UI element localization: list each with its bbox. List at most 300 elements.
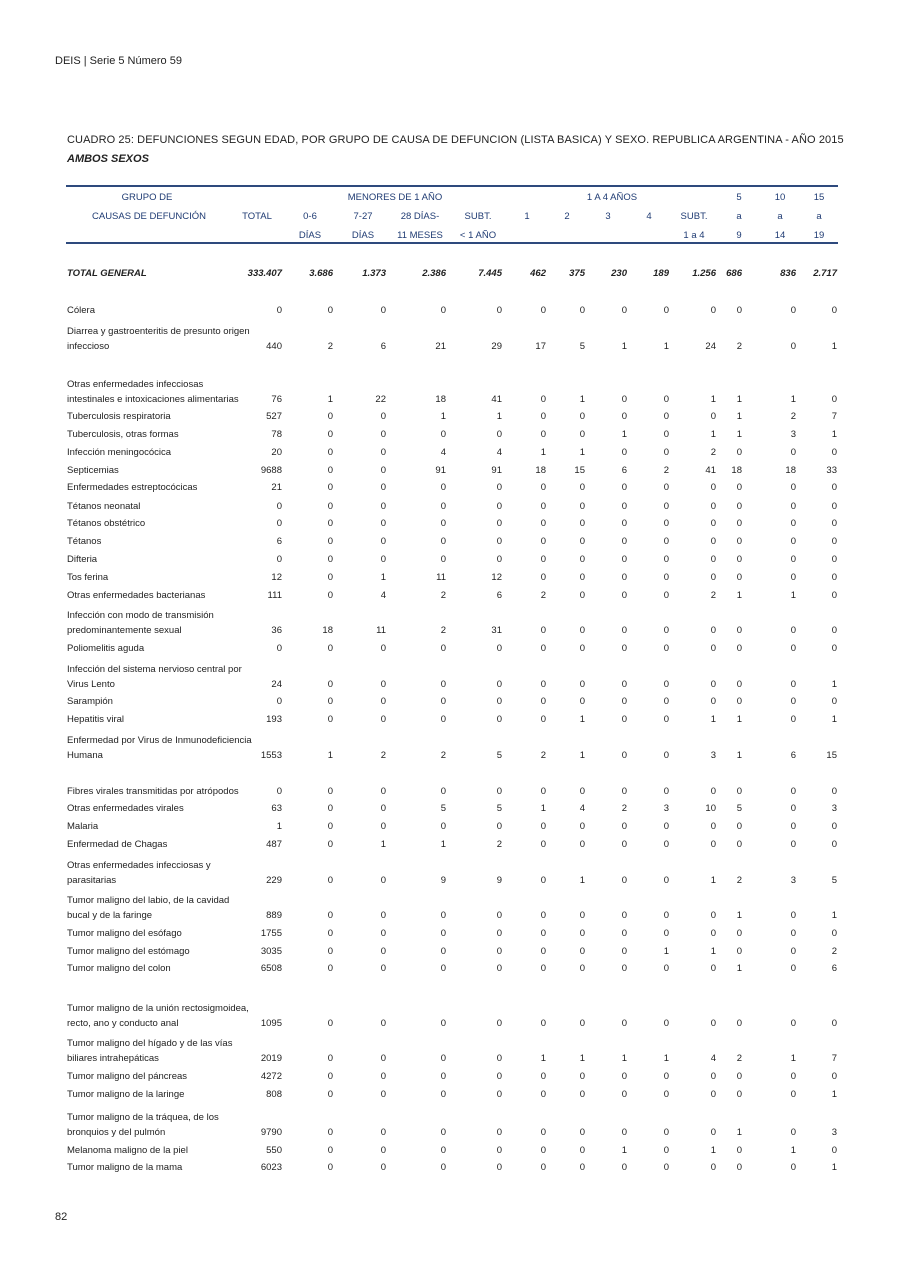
cell-value: 0 [663, 1145, 669, 1156]
cell-value: 9790 [260, 1127, 282, 1138]
cell-value: 0 [327, 786, 333, 797]
cell-value: 12 [491, 572, 502, 583]
cell-value: 0 [710, 786, 716, 797]
cell-value: 808 [266, 1089, 282, 1100]
cell-value: 0 [540, 411, 546, 422]
cell-value: 0 [579, 1145, 585, 1156]
cell-value: 0 [663, 447, 669, 458]
cell-value: 0 [831, 447, 837, 458]
cell-value: 0 [710, 643, 716, 654]
cell-value: 18 [731, 465, 742, 476]
cell-value: 0 [621, 928, 627, 939]
cell-value: 0 [790, 572, 796, 583]
cell-value: 0 [540, 501, 546, 512]
cell-value: 1 [736, 750, 742, 761]
cell-value: 0 [621, 447, 627, 458]
cell-value: 0 [327, 963, 333, 974]
cell-value: 375 [569, 268, 585, 279]
cell-value: 2 [710, 447, 716, 458]
cell-value: 5 [496, 803, 502, 814]
cell-value: 0 [440, 554, 446, 565]
cell-value: 31 [491, 625, 502, 636]
cell-value: 0 [327, 429, 333, 440]
cell-value: 0 [540, 679, 546, 690]
cell-value: 0 [621, 1018, 627, 1029]
cell-value: 91 [435, 465, 446, 476]
cell-value: 6 [496, 590, 502, 601]
cell-value: 0 [736, 572, 742, 583]
cell-value: 1 [579, 447, 585, 458]
cell-value: 1.256 [692, 268, 716, 279]
cell-value: 0 [736, 501, 742, 512]
cell-value: 0 [790, 625, 796, 636]
cell-value: 0 [831, 928, 837, 939]
cell-value: 1 [579, 750, 585, 761]
row-label: Infección del sistema nervioso central por Virus Lento [67, 664, 242, 690]
cell-value: 0 [496, 518, 502, 529]
cell-value: 0 [440, 1053, 446, 1064]
cell-value: 0 [663, 1162, 669, 1173]
cell-value: 0 [540, 821, 546, 832]
cell-value: 15 [826, 750, 837, 761]
header-cell: 9 [736, 230, 742, 241]
cell-value: 1 [621, 341, 627, 352]
cell-value: 0 [327, 1018, 333, 1029]
row-label: Otras enfermedades infecciosas y parasitarias [67, 860, 211, 886]
cell-value: 3 [790, 429, 796, 440]
cell-value: 0 [790, 821, 796, 832]
cell-value: 0 [380, 305, 386, 316]
header-cell: 28 DÍAS- [400, 211, 440, 222]
cell-value: 0 [380, 1089, 386, 1100]
cell-value: 0 [380, 1018, 386, 1029]
cell-value: 1 [663, 341, 669, 352]
cell-value: 0 [327, 447, 333, 458]
cell-value: 0 [540, 518, 546, 529]
cell-value: 0 [736, 786, 742, 797]
cell-value: 0 [496, 910, 502, 921]
cell-value: 2 [540, 750, 546, 761]
cell-value: 0 [831, 1018, 837, 1029]
cell-value: 0 [790, 1127, 796, 1138]
table-subtitle: AMBOS SEXOS [67, 153, 149, 165]
cell-value: 0 [663, 394, 669, 405]
header-cell: 1 [524, 211, 530, 222]
cell-value: 1553 [260, 750, 282, 761]
cell-value: 15 [574, 465, 585, 476]
cell-value: 487 [266, 839, 282, 850]
cell-value: 0 [327, 501, 333, 512]
header-cell: 0-6 [303, 211, 317, 222]
cell-value: 0 [736, 1162, 742, 1173]
cell-value: 0 [790, 501, 796, 512]
row-label: Septicemias [67, 465, 119, 476]
cell-value: 0 [579, 1018, 585, 1029]
cell-value: 230 [611, 268, 627, 279]
cell-value: 111 [267, 590, 282, 601]
cell-value: 2019 [260, 1053, 282, 1064]
cell-value: 0 [621, 625, 627, 636]
row-label: Malaria [67, 821, 99, 832]
cell-value: 0 [540, 482, 546, 493]
cell-value: 9 [496, 875, 502, 886]
cell-value: 0 [380, 928, 386, 939]
cell-value: 3 [790, 875, 796, 886]
cell-value: 0 [790, 1162, 796, 1173]
cell-value: 3.686 [309, 268, 333, 279]
row-label: Infección con modo de transmisión predominantemente sexual [67, 610, 214, 636]
cell-value: 1 [736, 714, 742, 725]
cell-value: 6508 [260, 963, 282, 974]
cell-value: 0 [327, 1127, 333, 1138]
cell-value: 2 [790, 411, 796, 422]
cell-value: 1 [440, 411, 446, 422]
cell-value: 0 [540, 839, 546, 850]
cell-value: 0 [496, 714, 502, 725]
cell-value: 0 [663, 928, 669, 939]
cell-value: 0 [831, 786, 837, 797]
cell-value: 527 [266, 411, 282, 422]
cell-value: 0 [496, 643, 502, 654]
cell-value: 1 [736, 411, 742, 422]
header-cell: 3 [605, 211, 611, 222]
header-cell: DÍAS [298, 230, 322, 241]
cell-value: 4 [710, 1053, 716, 1064]
row-label: Tuberculosis respiratoria [67, 411, 171, 422]
cell-value: 1 [710, 875, 716, 886]
cell-value: 0 [540, 946, 546, 957]
row-label: Enfermedad de Chagas [67, 839, 168, 850]
cell-value: 0 [440, 786, 446, 797]
cell-value: 0 [831, 1071, 837, 1082]
cell-value: 2 [327, 341, 333, 352]
cell-value: 0 [790, 910, 796, 921]
cell-value: 1 [540, 1053, 546, 1064]
cell-value: 0 [440, 1071, 446, 1082]
cell-value: 0 [710, 1018, 716, 1029]
header-cell: 10 [774, 192, 786, 203]
cell-value: 0 [327, 946, 333, 957]
cell-value: 3 [831, 1127, 837, 1138]
header-cell: GRUPO DE [121, 192, 173, 203]
cell-value: 20 [271, 447, 282, 458]
cell-value: 0 [621, 501, 627, 512]
cell-value: 0 [327, 803, 333, 814]
row-label: Melanoma maligno de la piel [67, 1145, 188, 1156]
cell-value: 0 [327, 1162, 333, 1173]
cell-value: 0 [496, 536, 502, 547]
cell-value: 0 [579, 696, 585, 707]
cell-value: 440 [266, 341, 282, 352]
cell-value: 686 [726, 268, 742, 279]
cell-value: 1 [736, 963, 742, 974]
cell-value: 0 [831, 482, 837, 493]
header-cell: SUBT. [680, 211, 708, 222]
cell-value: 0 [621, 411, 627, 422]
cell-value: 0 [710, 1127, 716, 1138]
cell-value: 0 [831, 821, 837, 832]
cell-value: 193 [266, 714, 282, 725]
cell-value: 0 [327, 696, 333, 707]
cell-value: 0 [621, 714, 627, 725]
cell-value: 6 [831, 963, 837, 974]
cell-value: 0 [327, 928, 333, 939]
cell-value: 2 [621, 803, 627, 814]
cell-value: 0 [440, 910, 446, 921]
cell-value: 0 [496, 1071, 502, 1082]
cell-value: 0 [736, 1145, 742, 1156]
cell-value: 889 [266, 910, 282, 921]
cell-value: 0 [621, 1162, 627, 1173]
cell-value: 0 [276, 696, 282, 707]
cell-value: 0 [790, 554, 796, 565]
cell-value: 0 [621, 536, 627, 547]
cell-value: 0 [440, 643, 446, 654]
cell-value: 0 [579, 411, 585, 422]
cell-value: 6 [276, 536, 282, 547]
cell-value: 0 [540, 305, 546, 316]
cell-value: 5 [440, 803, 446, 814]
cell-value: 0 [736, 821, 742, 832]
cell-value: 1 [710, 1145, 716, 1156]
cell-value: 0 [496, 1018, 502, 1029]
cell-value: 0 [540, 875, 546, 886]
cell-value: 0 [496, 305, 502, 316]
cell-value: 0 [831, 536, 837, 547]
cell-value: 1755 [260, 928, 282, 939]
cell-value: 0 [380, 482, 386, 493]
cell-value: 0 [663, 1071, 669, 1082]
cell-value: 1 [663, 1053, 669, 1064]
cell-value: 0 [276, 554, 282, 565]
cell-value: 1 [710, 946, 716, 957]
cell-value: 0 [663, 305, 669, 316]
cell-value: 0 [540, 696, 546, 707]
cell-value: 0 [440, 501, 446, 512]
header-cell: < 1 AÑO [459, 230, 497, 241]
cell-value: 0 [831, 501, 837, 512]
cell-value: 0 [327, 465, 333, 476]
cell-value: 24 [705, 341, 716, 352]
cell-value: 0 [496, 821, 502, 832]
cell-value: 0 [790, 536, 796, 547]
cell-value: 2 [710, 590, 716, 601]
cell-value: 0 [710, 910, 716, 921]
cell-value: 0 [540, 714, 546, 725]
cell-value: 7 [831, 411, 837, 422]
cell-value: 0 [276, 518, 282, 529]
cell-value: 0 [440, 1162, 446, 1173]
cell-value: 0 [663, 714, 669, 725]
cell-value: 2 [496, 839, 502, 850]
row-label: Tuberculosis, otras formas [67, 429, 179, 440]
cell-value: 6 [790, 750, 796, 761]
cell-value: 0 [663, 750, 669, 761]
cell-value: 0 [540, 572, 546, 583]
cell-value: 1 [579, 714, 585, 725]
cell-value: 0 [736, 554, 742, 565]
cell-value: 0 [831, 590, 837, 601]
cell-value: 2 [440, 750, 446, 761]
cell-value: 1 [831, 910, 837, 921]
cell-value: 5 [831, 875, 837, 886]
cell-value: 0 [831, 554, 837, 565]
cell-value: 1 [440, 839, 446, 850]
cell-value: 0 [710, 625, 716, 636]
cell-value: 1 [831, 714, 837, 725]
cell-value: 12 [271, 572, 282, 583]
cell-value: 0 [621, 643, 627, 654]
cell-value: 0 [710, 482, 716, 493]
cell-value: 0 [831, 1145, 837, 1156]
cell-value: 0 [736, 1018, 742, 1029]
cell-value: 0 [663, 910, 669, 921]
cell-value: 0 [710, 928, 716, 939]
cell-value: 24 [271, 679, 282, 690]
cell-value: 18 [785, 465, 796, 476]
cell-value: 0 [380, 1145, 386, 1156]
cell-value: 0 [540, 429, 546, 440]
cell-value: 1 [327, 750, 333, 761]
cell-value: 0 [540, 643, 546, 654]
cell-value: 0 [621, 679, 627, 690]
cell-value: 0 [540, 554, 546, 565]
header-cell: 2 [564, 211, 570, 222]
cell-value: 2 [440, 590, 446, 601]
cell-value: 0 [663, 536, 669, 547]
cell-value: 7.445 [478, 268, 502, 279]
cell-value: 0 [380, 518, 386, 529]
cell-value: 0 [579, 536, 585, 547]
cell-value: 1 [736, 1127, 742, 1138]
row-label: Tétanos [67, 536, 102, 547]
cell-value: 10 [705, 803, 716, 814]
cell-value: 0 [540, 1089, 546, 1100]
cell-value: 0 [736, 518, 742, 529]
cell-value: 2 [663, 465, 669, 476]
cell-value: 0 [276, 305, 282, 316]
cell-value: 0 [579, 572, 585, 583]
cell-value: 0 [663, 625, 669, 636]
cell-value: 0 [380, 447, 386, 458]
cell-value: 0 [327, 482, 333, 493]
cell-value: 18 [435, 394, 446, 405]
cell-value: 0 [831, 305, 837, 316]
cell-value: 0 [736, 839, 742, 850]
row-label: Otras enfermedades infecciosas intestinales e intoxicaciones alimentarias [67, 379, 239, 405]
cell-value: 0 [621, 839, 627, 850]
cell-value: 0 [710, 305, 716, 316]
cell-value: 0 [663, 679, 669, 690]
row-label: Tétanos obstétrico [67, 518, 146, 529]
cell-value: 0 [327, 910, 333, 921]
row-label: Tumor maligno de la laringe [67, 1089, 185, 1100]
header-cell: 11 MESES [397, 230, 443, 241]
row-label: Tumor maligno del hígado y de las vías biliares intrahepáticas [67, 1038, 233, 1064]
cell-value: 41 [491, 394, 502, 405]
cell-value: 0 [663, 1018, 669, 1029]
cell-value: 1 [831, 679, 837, 690]
table-row [66, 0, 838, 1175]
page-number: 82 [55, 1211, 68, 1223]
cell-value: 0 [579, 910, 585, 921]
cell-value: 0 [496, 1089, 502, 1100]
cell-value: 0 [327, 572, 333, 583]
cell-value: 0 [621, 1071, 627, 1082]
cell-value: 0 [380, 786, 386, 797]
cell-value: 0 [380, 821, 386, 832]
cell-value: 1 [579, 394, 585, 405]
cell-value: 0 [790, 714, 796, 725]
cell-value: 0 [790, 518, 796, 529]
cell-value: 0 [736, 696, 742, 707]
cell-value: 0 [327, 554, 333, 565]
row-label: Poliomelitis aguda [67, 643, 145, 654]
cell-value: 2 [380, 750, 386, 761]
cell-value: 0 [579, 786, 585, 797]
cell-value: 0 [663, 875, 669, 886]
cell-value: 1 [621, 1053, 627, 1064]
cell-value: 0 [736, 1089, 742, 1100]
cell-value: 0 [380, 963, 386, 974]
row-label: Tumor maligno del estómago [67, 946, 190, 957]
cell-value: 0 [540, 928, 546, 939]
cell-value: 0 [736, 536, 742, 547]
cell-value: 0 [440, 821, 446, 832]
cell-value: 0 [831, 625, 837, 636]
cell-value: 0 [579, 429, 585, 440]
cell-value: 2 [736, 1053, 742, 1064]
cell-value: 2 [440, 625, 446, 636]
row-label: Otras enfermedades virales [67, 803, 184, 814]
cell-value: 0 [540, 1018, 546, 1029]
cell-value: 0 [496, 786, 502, 797]
cell-value: 0 [663, 821, 669, 832]
cell-value: 0 [663, 643, 669, 654]
cell-value: 0 [621, 305, 627, 316]
cell-value: 1 [736, 590, 742, 601]
cell-value: 4272 [260, 1071, 282, 1082]
cell-value: 9 [440, 875, 446, 886]
cell-value: 0 [621, 821, 627, 832]
cell-value: 2.386 [422, 268, 446, 279]
cell-value: 3 [710, 750, 716, 761]
row-label: Tumor maligno del colon [67, 963, 171, 974]
cell-value: 0 [496, 501, 502, 512]
cell-value: 0 [831, 518, 837, 529]
header-cell: 15 [813, 192, 825, 203]
cell-value: 0 [621, 1089, 627, 1100]
cell-value: 91 [491, 465, 502, 476]
cell-value: 0 [380, 679, 386, 690]
cell-value: 0 [327, 714, 333, 725]
cell-value: 0 [440, 1127, 446, 1138]
header-cell: SUBT. [464, 211, 492, 222]
cell-value: 0 [380, 1162, 386, 1173]
cell-value: 1 [790, 590, 796, 601]
cell-value: 0 [710, 679, 716, 690]
cell-value: 0 [440, 928, 446, 939]
cell-value: 0 [579, 305, 585, 316]
cell-value: 0 [440, 518, 446, 529]
cell-value: 0 [440, 963, 446, 974]
cell-value: 0 [710, 963, 716, 974]
cell-value: 0 [440, 305, 446, 316]
cell-value: 0 [621, 910, 627, 921]
header-cell: a [736, 211, 742, 222]
cell-value: 1 [327, 394, 333, 405]
cell-value: 0 [327, 536, 333, 547]
